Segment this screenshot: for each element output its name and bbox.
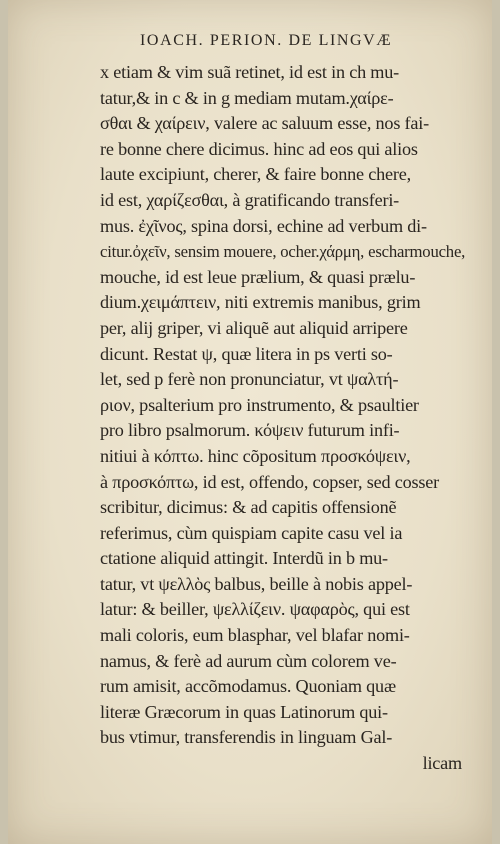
- text-line: dium.χειμάπτειν, niti extremis manibus, grim: [100, 292, 421, 313]
- text-line: latur: & beiller, ψελλίζειν. ψαφαρὸς, qui est: [100, 599, 410, 620]
- text-line: mouche, id est leue prælium, & quasi prælu-: [100, 266, 416, 287]
- text-line: scribitur, dicimus: & ad capitis offensionẽ: [100, 497, 397, 518]
- text-line: ctatione aliquid attingit. Interdũ in b mu-: [100, 548, 388, 569]
- text-line: per, alij griper, vi aliquẽ aut aliquid arripere: [100, 317, 408, 338]
- text-line: licam: [422, 753, 462, 774]
- text-line: bus vtimur, transferendis in linguam Gal-: [100, 727, 393, 748]
- text-line: mus. ἐχῖνος, spina dorsi, echine ad verbum di-: [100, 215, 427, 236]
- text-line: tatur, vt ψελλὸς balbus, beille à nobis appel-: [100, 573, 413, 594]
- text-line: pro libro psalmorum. κόψειν futurum infi-: [100, 420, 400, 441]
- text-line: nitiui à κόπτω. hinc cõpositum προσκόψειν,: [100, 445, 411, 466]
- book-page: [8, 0, 492, 844]
- text-line: literæ Græcorum in quas Latinorum qui-: [100, 701, 388, 722]
- text-line: mali coloris, eum blasphar, vel blafar nomi-: [100, 625, 410, 646]
- text-line: x etiam & vim suã retinet, id est in ch mu-: [100, 62, 400, 82]
- text-line: σθαι & χαίρειν, valere ac saluum esse, nos fai-: [100, 113, 429, 134]
- text-line: let, sed p ferè non pronunciatur, vt ψαλτή-: [100, 369, 399, 390]
- text-line: ριον, psalterium pro instrumento, & psaultier: [100, 394, 419, 415]
- text-line: id est, χαρίζεσθαι, à gratificando transferi-: [100, 189, 400, 210]
- text-line: tatur,& in c & in g mediam mutam.χαίρε-: [100, 87, 394, 108]
- running-header: IOACH. PERION. DE LINGVÆ: [140, 32, 393, 49]
- text-line: referimus, cùm quispiam capite casu vel ia: [100, 522, 403, 543]
- body-text: [100, 60, 468, 777]
- text-line: laute excipiunt, cherer, & faire bonne chere,: [100, 164, 411, 185]
- text-line: re bonne chere dicimus. hinc ad eos qui alios: [100, 138, 418, 159]
- text-line: namus, & ferè ad aurum cùm colorem ve-: [100, 650, 397, 671]
- text-line: rum amisit, accõmodamus. Quoniam quæ: [100, 676, 396, 697]
- text-line: à προσκόπτω, id est, offendo, copser, sed cosser: [100, 471, 439, 492]
- text-line: dicunt. Restat ψ, quæ litera in ps verti so-: [100, 343, 393, 364]
- text-line: citur.ὀχεῖν, sensim mouere, ocher.χάρμη, escharmouche,: [100, 242, 466, 262]
